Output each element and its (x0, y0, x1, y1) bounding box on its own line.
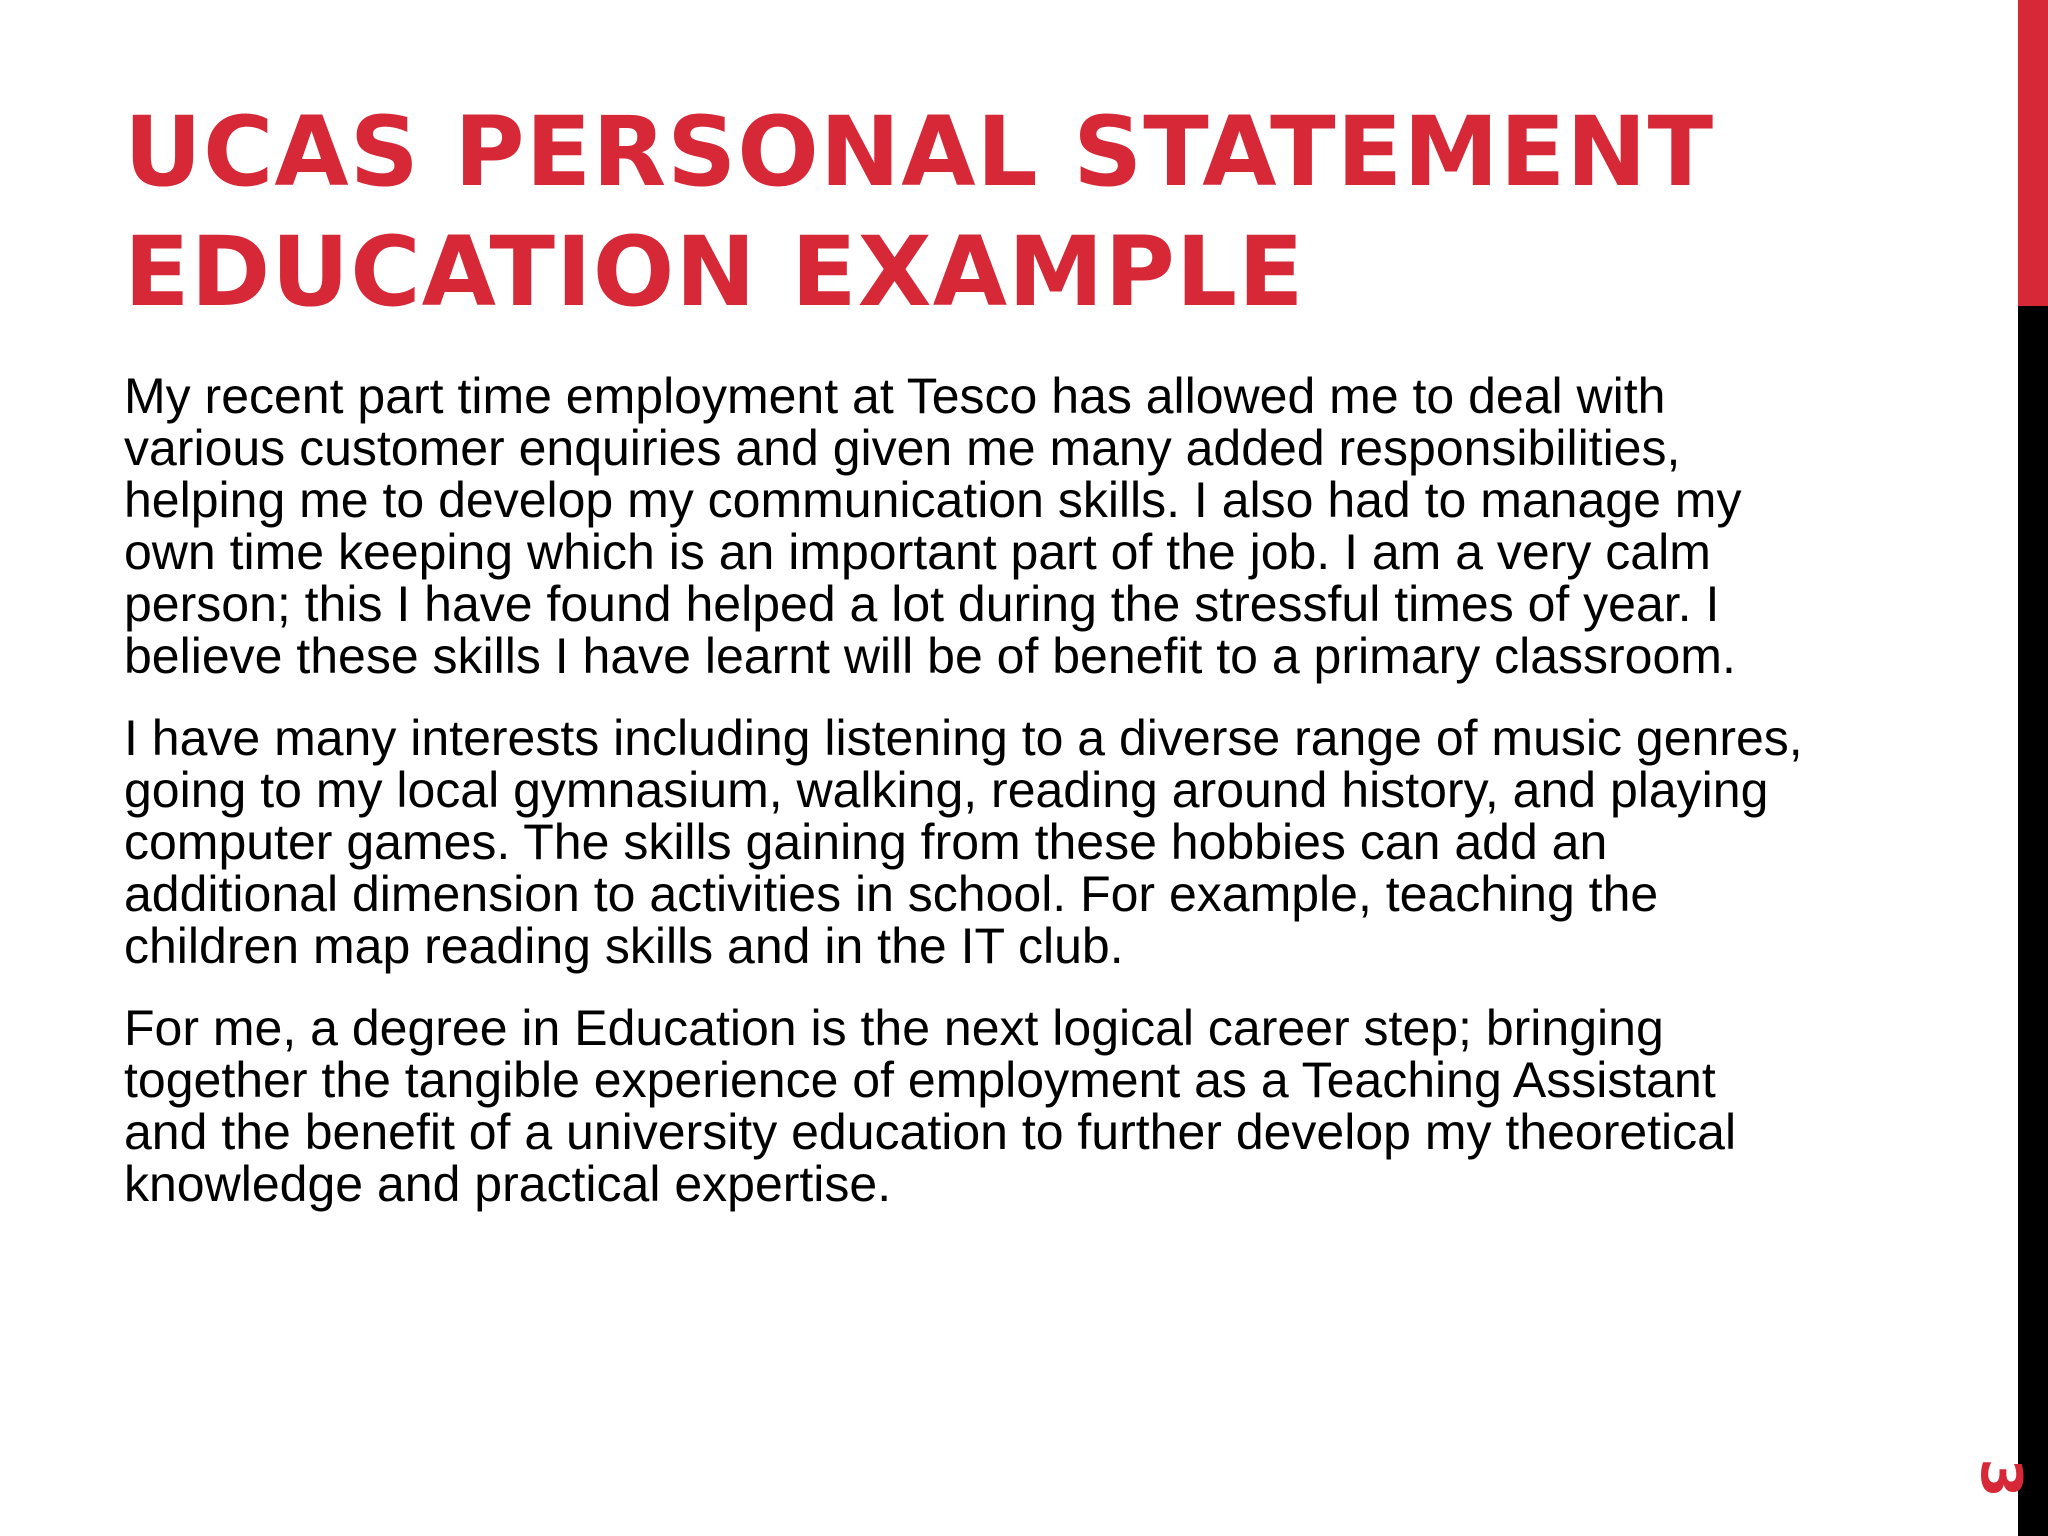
side-dark-bar (2018, 306, 2048, 1536)
paragraph-interests: I have many interests including listening to a diverse range of music genres, going to my local gymnasium, walking, reading around history, and playing computer games. The skills gaining from these hobbies can add an additional dimension to activities in school. For example, teaching the children map reading skills and in the IT club. (124, 710, 1803, 974)
paragraph-degree: For me, a degree in Education is the next logical career step; bringing together the tangible experience of employment as a Teaching Assistant and the benefit of a university education to further develop my theoretical knowledge and practical expertise. (124, 1000, 1737, 1212)
page-number: 3 (1968, 1458, 2033, 1498)
paragraph-employment: My recent part time employment at Tesco has allowed me to deal with various customer enquiries and given me many added responsibilities, helping me to develop my communication skills. I also had to manage my own time keeping which is an important part of the job. I am a very calm person; this I have found helped a lot during the stressful times of year. I believe these skills I have learnt will be of benefit to a primary classroom. (124, 368, 1742, 684)
slide-title-line-1: UCAS PERSONAL STATEMENT (124, 96, 1715, 208)
slide-title-line-2: EDUCATION EXAMPLE (124, 216, 1305, 328)
slide-body (124, 370, 1804, 1240)
side-accent-bar (2018, 0, 2048, 306)
slide-title (124, 92, 1964, 332)
